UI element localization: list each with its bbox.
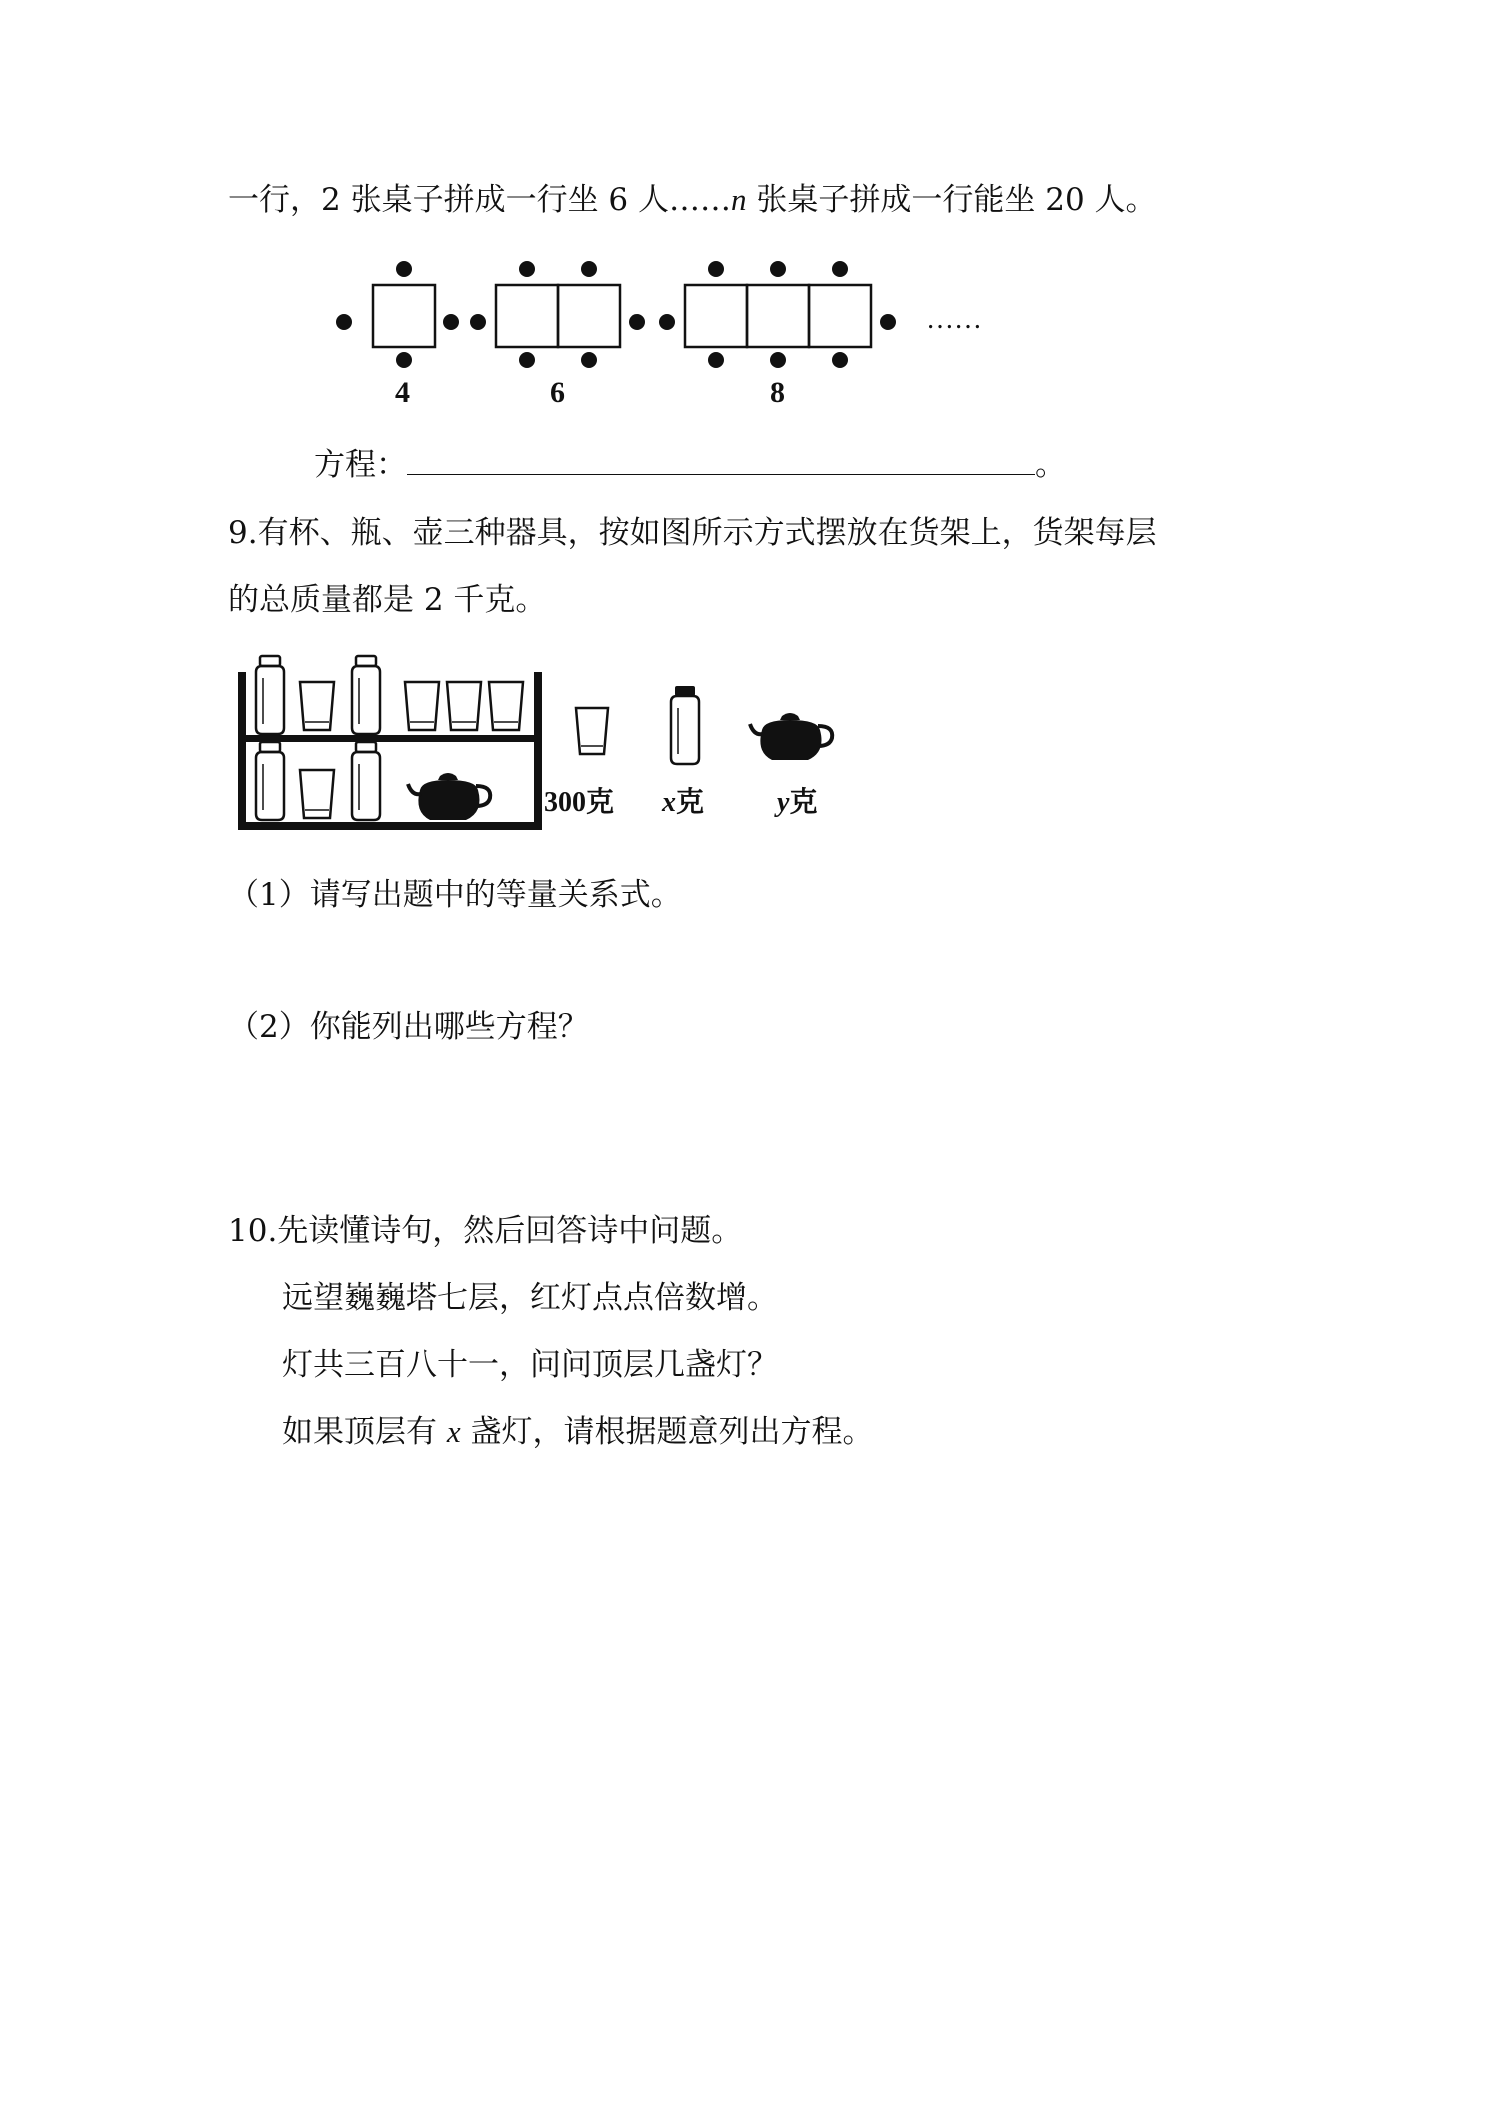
bottle-icon [256,656,284,734]
table-group-2 [470,261,645,409]
seat-dot [396,352,412,368]
bottle-icon [256,742,284,820]
seat-dot [581,352,597,368]
seat-dot [396,261,412,277]
poem-line-1: 远望巍巍塔七层，红灯点点倍数增。 [282,1280,778,1316]
seat-dot [770,352,786,368]
table [558,285,620,347]
var-n: n [731,182,747,217]
cup-weight-label: 300克 [544,787,615,818]
figure-ellipsis: …… [926,304,982,335]
seat-dot [443,314,459,330]
table-group-1 [336,261,459,409]
equation-answer-blank[interactable] [407,452,1035,475]
cup-icon [489,682,523,730]
shelf-figure [232,650,872,840]
figure-label-3: 8 [770,376,785,409]
poem-line-2: 灯共三百八十一，问问顶层几盏灯？ [282,1347,778,1383]
seat-dot [519,352,535,368]
table [496,285,558,347]
seat-dot [708,261,724,277]
seat-dot [659,314,675,330]
table [747,285,809,347]
q9-sub1: （1）请写出题中的等量关系式。 [228,877,682,913]
seat-dot [336,314,352,330]
seat-dot [470,314,486,330]
bottle-legend-icon [671,686,699,764]
cup-icon [300,770,334,818]
table-pattern-figure [320,255,1020,415]
q9-line1: 9.有杯、瓶、壶三种器具，按如图所示方式摆放在货架上，货架每层 [228,515,1157,551]
bottle-icon [352,656,380,734]
q10-ask: 如果顶层有 x 盏灯，请根据题意列出方程。 [282,1414,874,1450]
seat-dot [832,261,848,277]
figure-label-2: 6 [550,376,565,409]
q9-sub2: （2）你能列出哪些方程？ [228,1009,589,1045]
teapot-icon [408,773,490,820]
table [373,285,435,347]
seat-dot [519,261,535,277]
equation-line: 方程： 。 [314,447,1066,483]
table [685,285,747,347]
figure-label-1: 4 [395,376,410,409]
cup-icon [300,682,334,730]
table [809,285,871,347]
seat-dot [832,352,848,368]
q8-text: 一行，2 张桌子拼成一行坐 6 人……n 张桌子拼成一行能坐 20 人。 [228,182,1157,218]
seat-dot [581,261,597,277]
q9-line2: 的总质量都是 2 千克。 [228,582,547,618]
seat-dot [708,352,724,368]
seat-dot [880,314,896,330]
var-x: x [446,1414,461,1449]
teapot-legend-icon [750,713,832,760]
pot-weight-label: y克 [777,787,818,818]
cup-icon [447,682,481,730]
bottle-icon [352,742,380,820]
seat-dot [629,314,645,330]
q10-title: 10.先读懂诗句，然后回答诗中问题。 [228,1213,743,1249]
cup-icon [405,682,439,730]
cup-legend-icon [576,708,608,754]
table-group-3 [659,261,896,409]
bottle-weight-label: x克 [662,787,705,818]
seat-dot [770,261,786,277]
